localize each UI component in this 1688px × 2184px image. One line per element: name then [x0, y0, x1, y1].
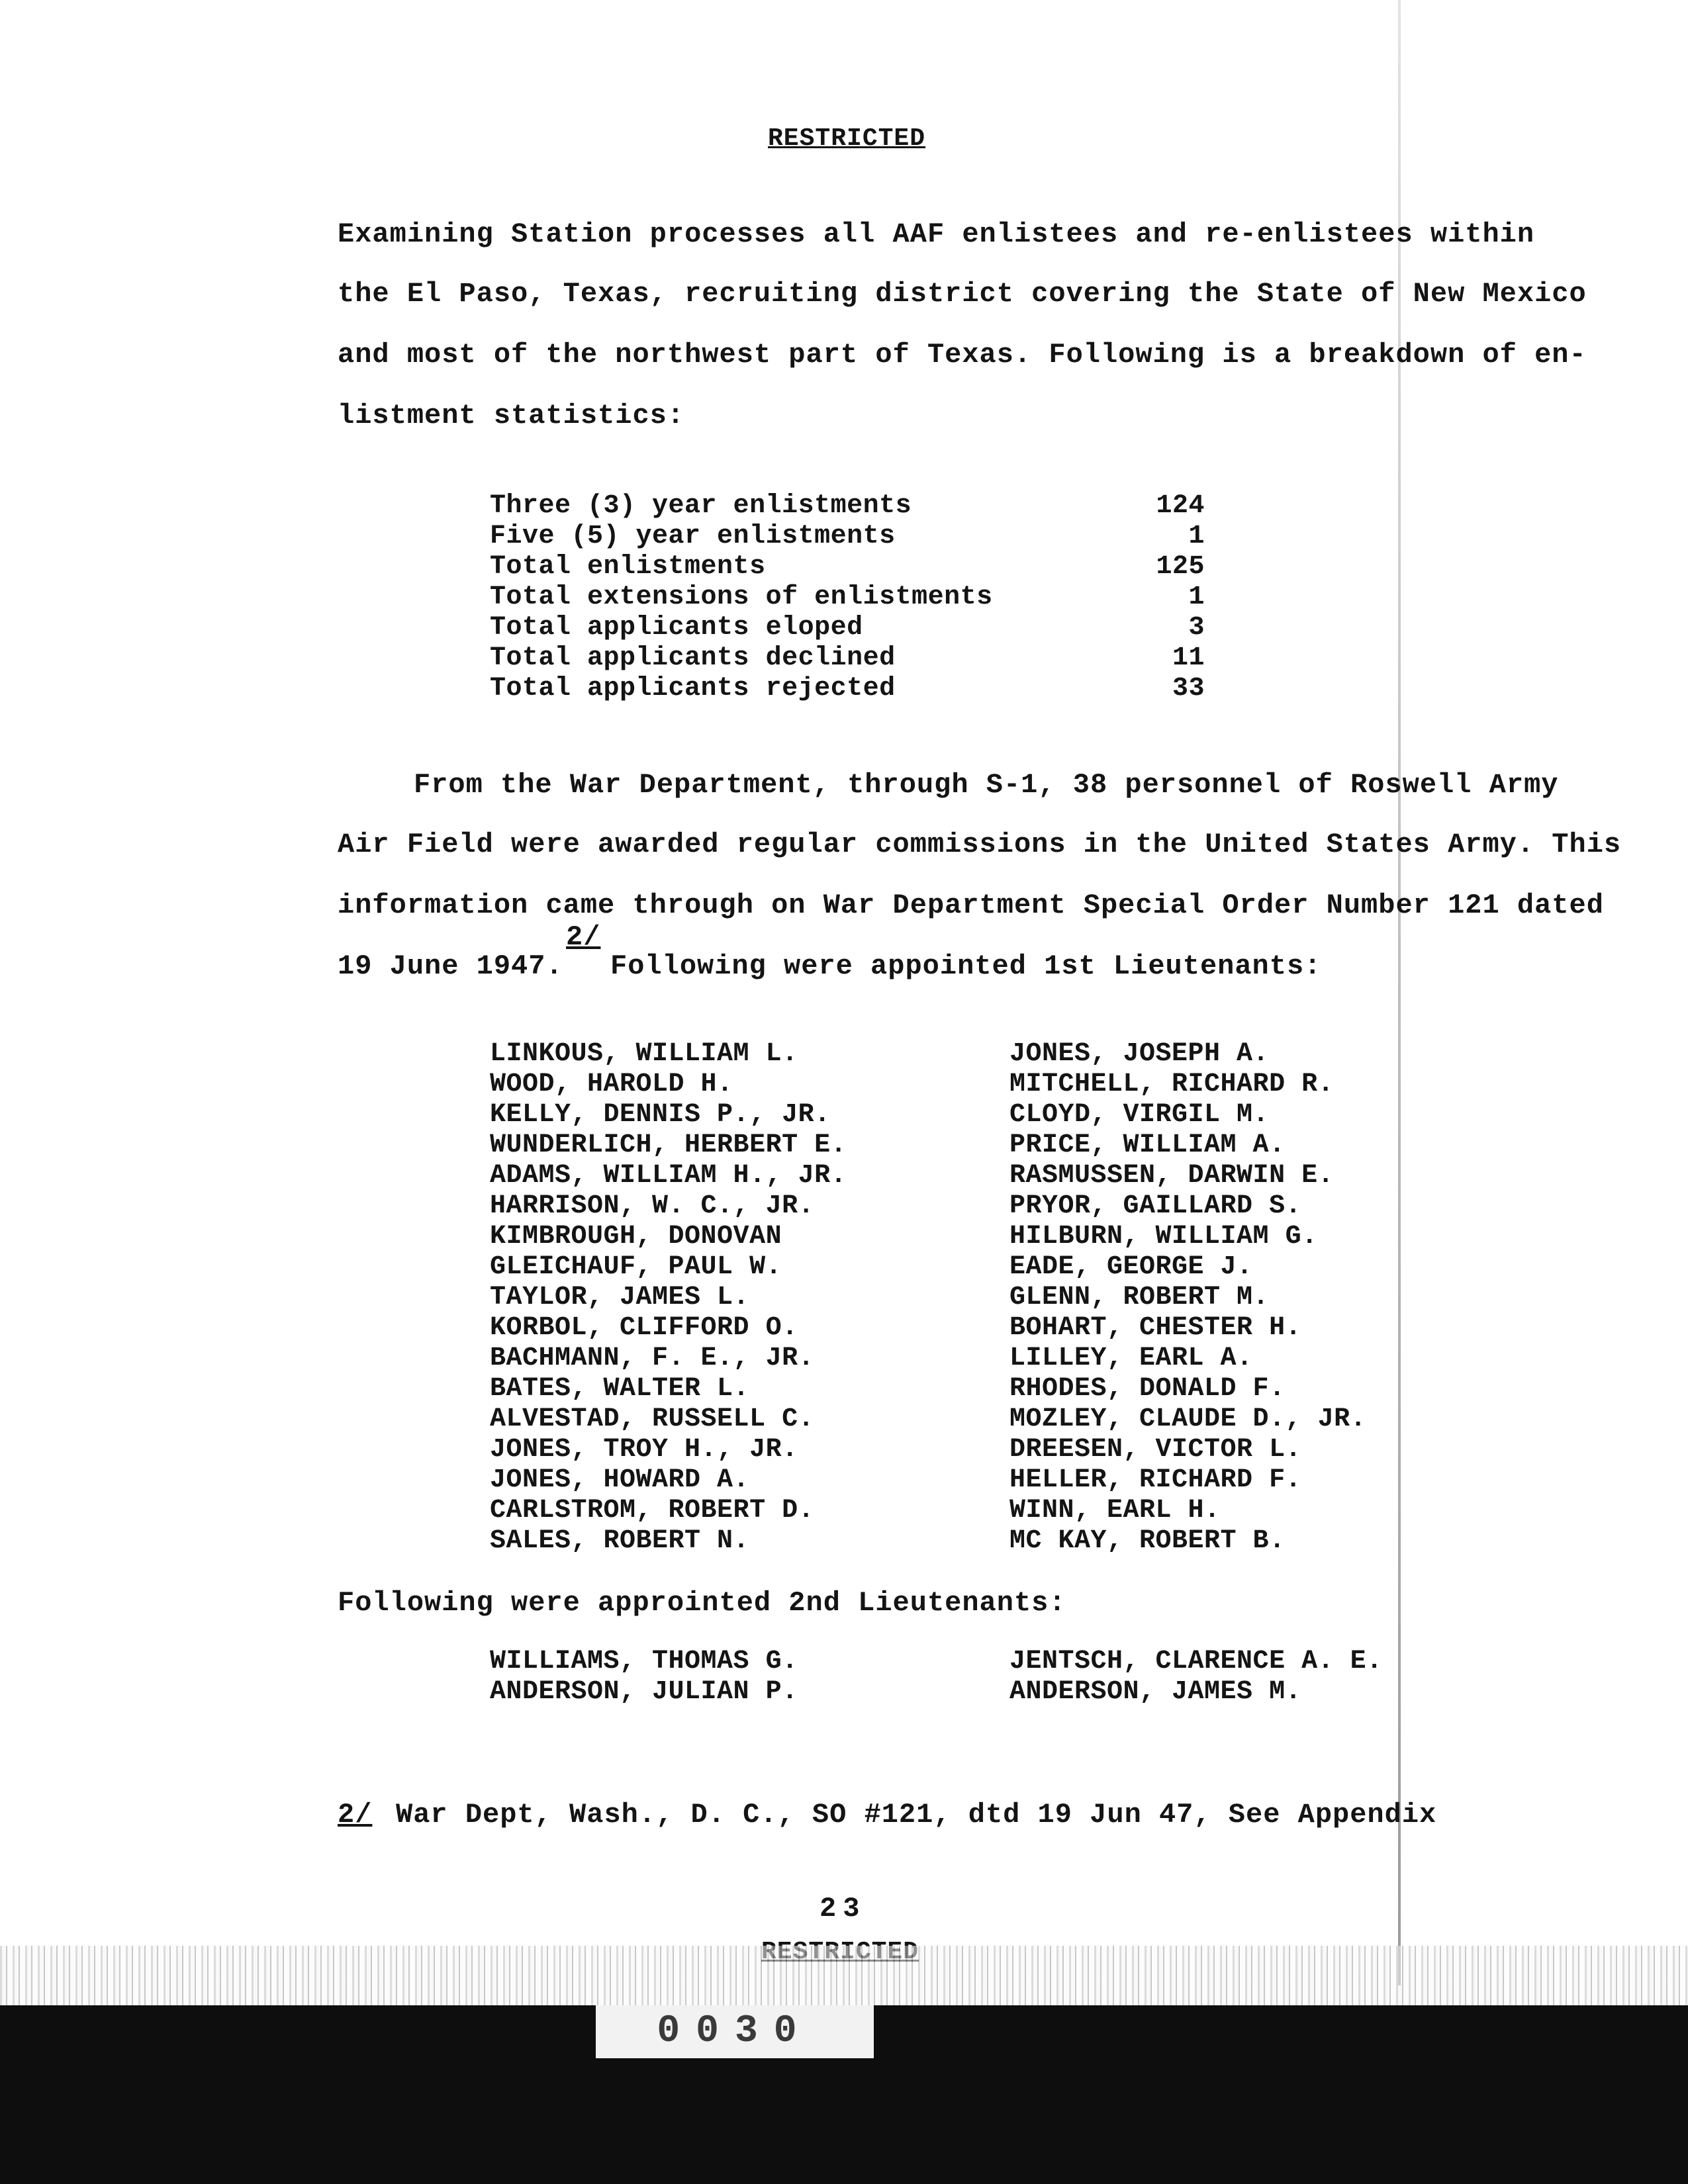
statistic-label: Total enlistments	[490, 552, 766, 582]
statistics-row	[490, 613, 1205, 643]
enlistment-statistics-table	[490, 491, 1205, 704]
statistic-label: Three (3) year enlistments	[490, 491, 912, 521]
paragraph1-line-2: the El Paso, Texas, recruiting district covering the State of New Mexico	[338, 278, 1587, 310]
officer-name: SALES, ROBERT N.	[490, 1526, 750, 1556]
footnote-marker: 2/	[338, 1799, 373, 1831]
statistics-row	[490, 491, 1205, 522]
officer-name: RHODES, DONALD F.	[1009, 1374, 1286, 1404]
second-lieutenants-heading: Following were approinted 2nd Lieutenants:	[338, 1587, 1066, 1619]
statistics-row	[490, 582, 1205, 613]
officer-name: DREESEN, VICTOR L.	[1009, 1435, 1302, 1465]
officer-name: JENTSCH, CLARENCE A. E.	[1009, 1647, 1383, 1676]
officer-name: BOHART, CHESTER H.	[1009, 1313, 1302, 1343]
statistic-value: 124	[1156, 491, 1205, 521]
officer-name: CARLSTROM, ROBERT D.	[490, 1496, 815, 1525]
officer-name: HILBURN, WILLIAM G.	[1009, 1222, 1318, 1251]
statistic-value: 1	[1188, 582, 1205, 612]
officer-name: PRYOR, GAILLARD S.	[1009, 1191, 1302, 1221]
statistic-value: 3	[1188, 613, 1205, 643]
officer-name: RASMUSSEN, DARWIN E.	[1009, 1161, 1335, 1191]
officer-name: BATES, WALTER L.	[490, 1374, 750, 1404]
officer-name: MC KAY, ROBERT B.	[1009, 1526, 1286, 1556]
first-lieutenants-right-column	[1009, 1039, 1473, 1557]
footnote-text: War Dept, Wash., D. C., SO #121, dtd 19 Jun 47, See Appendix	[396, 1799, 1437, 1831]
officer-name: EADE, GEORGE J.	[1009, 1252, 1253, 1282]
statistics-row	[490, 552, 1205, 582]
statistics-row	[490, 674, 1205, 704]
statistic-value: 33	[1172, 674, 1205, 704]
officer-name: PRICE, WILLIAM A.	[1009, 1130, 1286, 1160]
paragraph1-line-1: Examining Station processes all AAF enlistees and re-enlistees within	[338, 218, 1535, 250]
officer-name: JONES, JOSEPH A.	[1009, 1039, 1270, 1069]
second-lieutenants-right-column	[1009, 1647, 1473, 1707]
officer-name: WINN, EARL H.	[1009, 1496, 1221, 1525]
officer-name: WILLIAMS, THOMAS G.	[490, 1647, 798, 1676]
paragraph2-line-4: 19 June 1947.	[338, 950, 563, 982]
officer-name: ANDERSON, JAMES M.	[1009, 1677, 1302, 1707]
officer-name: LINKOUS, WILLIAM L.	[490, 1039, 798, 1069]
statistic-label: Total applicants declined	[490, 643, 896, 673]
officer-name: WOOD, HAROLD H.	[490, 1069, 733, 1099]
statistic-value: 125	[1156, 552, 1205, 582]
statistic-label: Total applicants rejected	[490, 674, 896, 704]
paragraph2-line-3: information came through on War Department Special Order Number 121 dated	[338, 889, 1604, 921]
statistic-label: Total applicants eloped	[490, 613, 863, 643]
officer-name: JONES, HOWARD A.	[490, 1465, 750, 1495]
footnote-reference-marker: 2/	[566, 921, 601, 953]
officer-name: ADAMS, WILLIAM H., JR.	[490, 1161, 847, 1191]
paragraph1-line-4: listment statistics:	[338, 400, 685, 432]
header-classification: RESTRICTED	[768, 124, 926, 153]
officer-name: KELLY, DENNIS P., JR.	[490, 1100, 831, 1130]
frame-number: 0030	[596, 2005, 874, 2058]
officer-name: TAYLOR, JAMES L.	[490, 1283, 750, 1312]
officer-name: ALVESTAD, RUSSELL C.	[490, 1404, 815, 1434]
officer-name: CLOYD, VIRGIL M.	[1009, 1100, 1270, 1130]
paragraph2-line-2: Air Field were awarded regular commissions in the United States Army. This	[338, 829, 1622, 860]
officer-name: ANDERSON, JULIAN P.	[490, 1677, 798, 1707]
officer-name: KIMBROUGH, DONOVAN	[490, 1222, 782, 1251]
officer-name: WUNDERLICH, HERBERT E.	[490, 1130, 847, 1160]
paragraph1-line-3: and most of the northwest part of Texas. Following is a breakdown of en-	[338, 339, 1587, 371]
scan-noise-band	[0, 1946, 1688, 2012]
officer-name: GLEICHAUF, PAUL W.	[490, 1252, 782, 1282]
statistics-row	[490, 522, 1205, 552]
paragraph2-line-1: From the War Department, through S-1, 38 personnel of Roswell Army	[414, 769, 1559, 801]
officer-name: LILLEY, EARL A.	[1009, 1343, 1253, 1373]
officer-name: HARRISON, W. C., JR.	[490, 1191, 815, 1221]
officer-name: MITCHELL, RICHARD R.	[1009, 1069, 1335, 1099]
first-lieutenants-left-column	[490, 1039, 953, 1557]
officer-name: JONES, TROY H., JR.	[490, 1435, 798, 1465]
paragraph2-first-lt-heading: Following were appointed 1st Lieutenants:	[610, 950, 1322, 982]
statistic-value: 11	[1172, 643, 1205, 673]
statistic-label: Total extensions of enlistments	[490, 582, 993, 612]
statistic-value: 1	[1188, 522, 1205, 551]
statistics-row	[490, 643, 1205, 674]
officer-name: KORBOL, CLIFFORD O.	[490, 1313, 798, 1343]
officer-name: GLENN, ROBERT M.	[1009, 1283, 1270, 1312]
second-lieutenants-left-column	[490, 1647, 953, 1707]
page-number: 23	[820, 1893, 867, 1925]
officer-name: MOZLEY, CLAUDE D., JR.	[1009, 1404, 1367, 1434]
officer-name: HELLER, RICHARD F.	[1009, 1465, 1302, 1495]
statistic-label: Five (5) year enlistments	[490, 522, 896, 551]
officer-name: BACHMANN, F. E., JR.	[490, 1343, 815, 1373]
